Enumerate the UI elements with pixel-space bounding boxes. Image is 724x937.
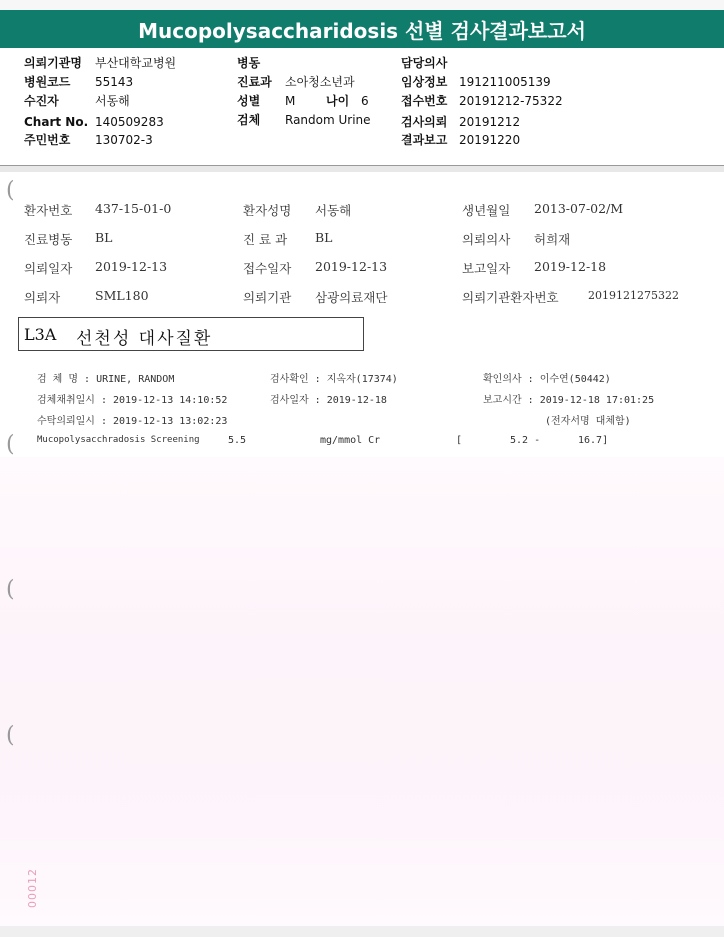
page-stamp: 00012: [26, 868, 39, 908]
specimen-info: 검 체 명 : URINE, RANDOM: [37, 374, 175, 385]
collect-info: 검체채취일시 : 2019-12-13 14:10:52: [37, 395, 228, 406]
header-label: 주민번호: [24, 133, 71, 147]
header-value: 140509283: [95, 115, 164, 129]
doctor-info: 확인의사 : 이수연(50442): [483, 374, 611, 385]
header-value: 191211005139: [459, 75, 551, 89]
field-label: 의뢰의사: [462, 232, 511, 247]
header-value: 20191220: [459, 133, 521, 147]
result-ref-low: 5.2 -: [510, 435, 541, 446]
header-value: 130702-3: [95, 133, 153, 147]
header-label: 병원코드: [24, 75, 71, 89]
testdate-info: 검사일자 : 2019-12-18: [270, 395, 387, 406]
header-label: 진료과: [237, 75, 272, 89]
header-label: 결과보고: [401, 133, 448, 147]
section-box: [18, 317, 364, 351]
header-label: 임상정보: [401, 75, 448, 89]
field-value: 서동해: [315, 203, 352, 218]
result-ref-bracket: [: [456, 435, 463, 446]
age-label: 나이: [326, 94, 350, 108]
header-value: 서동해: [95, 94, 130, 108]
field-label: 환자성명: [243, 203, 292, 218]
header-label: 수진자: [24, 94, 59, 108]
report-title: Mucopolysaccharidosis 선별 검사결과보고서: [0, 10, 724, 48]
field-value: 2019-12-13: [315, 259, 388, 274]
field-label: 의뢰일자: [24, 261, 73, 276]
header-label: 검체: [237, 113, 261, 127]
field-value: 2019121275322: [588, 289, 679, 302]
header-value: Random Urine: [285, 113, 371, 127]
top-band: [0, 0, 724, 10]
header-label: 병동: [237, 56, 261, 70]
header-label: 의뢰기관명: [24, 56, 82, 70]
header-value: 20191212: [459, 115, 521, 129]
field-value: SML180: [95, 288, 149, 303]
header-label: 접수번호: [401, 94, 448, 108]
header-label: Chart No.: [24, 115, 89, 129]
field-label: 접수일자: [243, 261, 292, 276]
punch-hole-icon: (: [6, 723, 15, 748]
field-value: 2019-12-13: [95, 259, 168, 274]
result-test-name: Mucopolysacchradosis Screening: [37, 435, 200, 445]
field-value: 삼광의료재단: [315, 290, 388, 305]
field-label: 진 료 과: [243, 232, 288, 247]
section-code: L3A: [24, 325, 57, 344]
result-unit: mg/mmol Cr: [320, 435, 381, 446]
verify-info: 검사확인 : 지옥자(17374): [270, 374, 398, 385]
header-value: 55143: [95, 75, 134, 89]
header-value: 소아청소년과: [285, 75, 355, 89]
header-label: 검사의뢰: [401, 115, 448, 129]
header-value: 20191212-75322: [459, 94, 563, 108]
punch-hole-icon: (: [6, 577, 15, 602]
bottom-band: [0, 926, 724, 937]
field-value: BL: [95, 230, 113, 245]
field-label: 의뢰기관환자번호: [462, 290, 559, 305]
report-header: [0, 48, 724, 166]
header-value: 부산대학교병원: [95, 56, 177, 70]
field-value: 허희재: [534, 232, 571, 247]
esign-note: (전자서명 대체함): [545, 416, 631, 427]
header-value: M: [285, 94, 296, 108]
punch-hole-icon: (: [6, 178, 15, 203]
scanned-report: [0, 172, 724, 926]
field-value: 2013-07-02/M: [534, 201, 624, 216]
header-label: 성별: [237, 94, 261, 108]
section-name: 선천성 대사질환: [76, 329, 213, 349]
field-label: 생년월일: [462, 203, 511, 218]
result-value: 5.5: [228, 435, 247, 446]
field-value: 2019-12-18: [534, 259, 607, 274]
punch-hole-icon: (: [6, 432, 15, 457]
field-label: 의뢰기관: [243, 290, 292, 305]
pink-paper-area: [0, 457, 724, 927]
reporttime-info: 보고시간 : 2019-12-18 17:01:25: [483, 395, 655, 406]
field-label: 환자번호: [24, 203, 73, 218]
age-value: 6: [361, 94, 369, 108]
field-value: BL: [315, 230, 333, 245]
header-label: 담당의사: [401, 56, 448, 70]
field-label: 의뢰자: [24, 290, 61, 305]
request-info: 수탁의뢰일시 : 2019-12-13 13:02:23: [37, 416, 228, 427]
field-label: 진료병동: [24, 232, 73, 247]
field-label: 보고일자: [462, 261, 511, 276]
field-value: 437-15-01-0: [95, 201, 172, 216]
result-ref-high: 16.7]: [578, 435, 609, 446]
